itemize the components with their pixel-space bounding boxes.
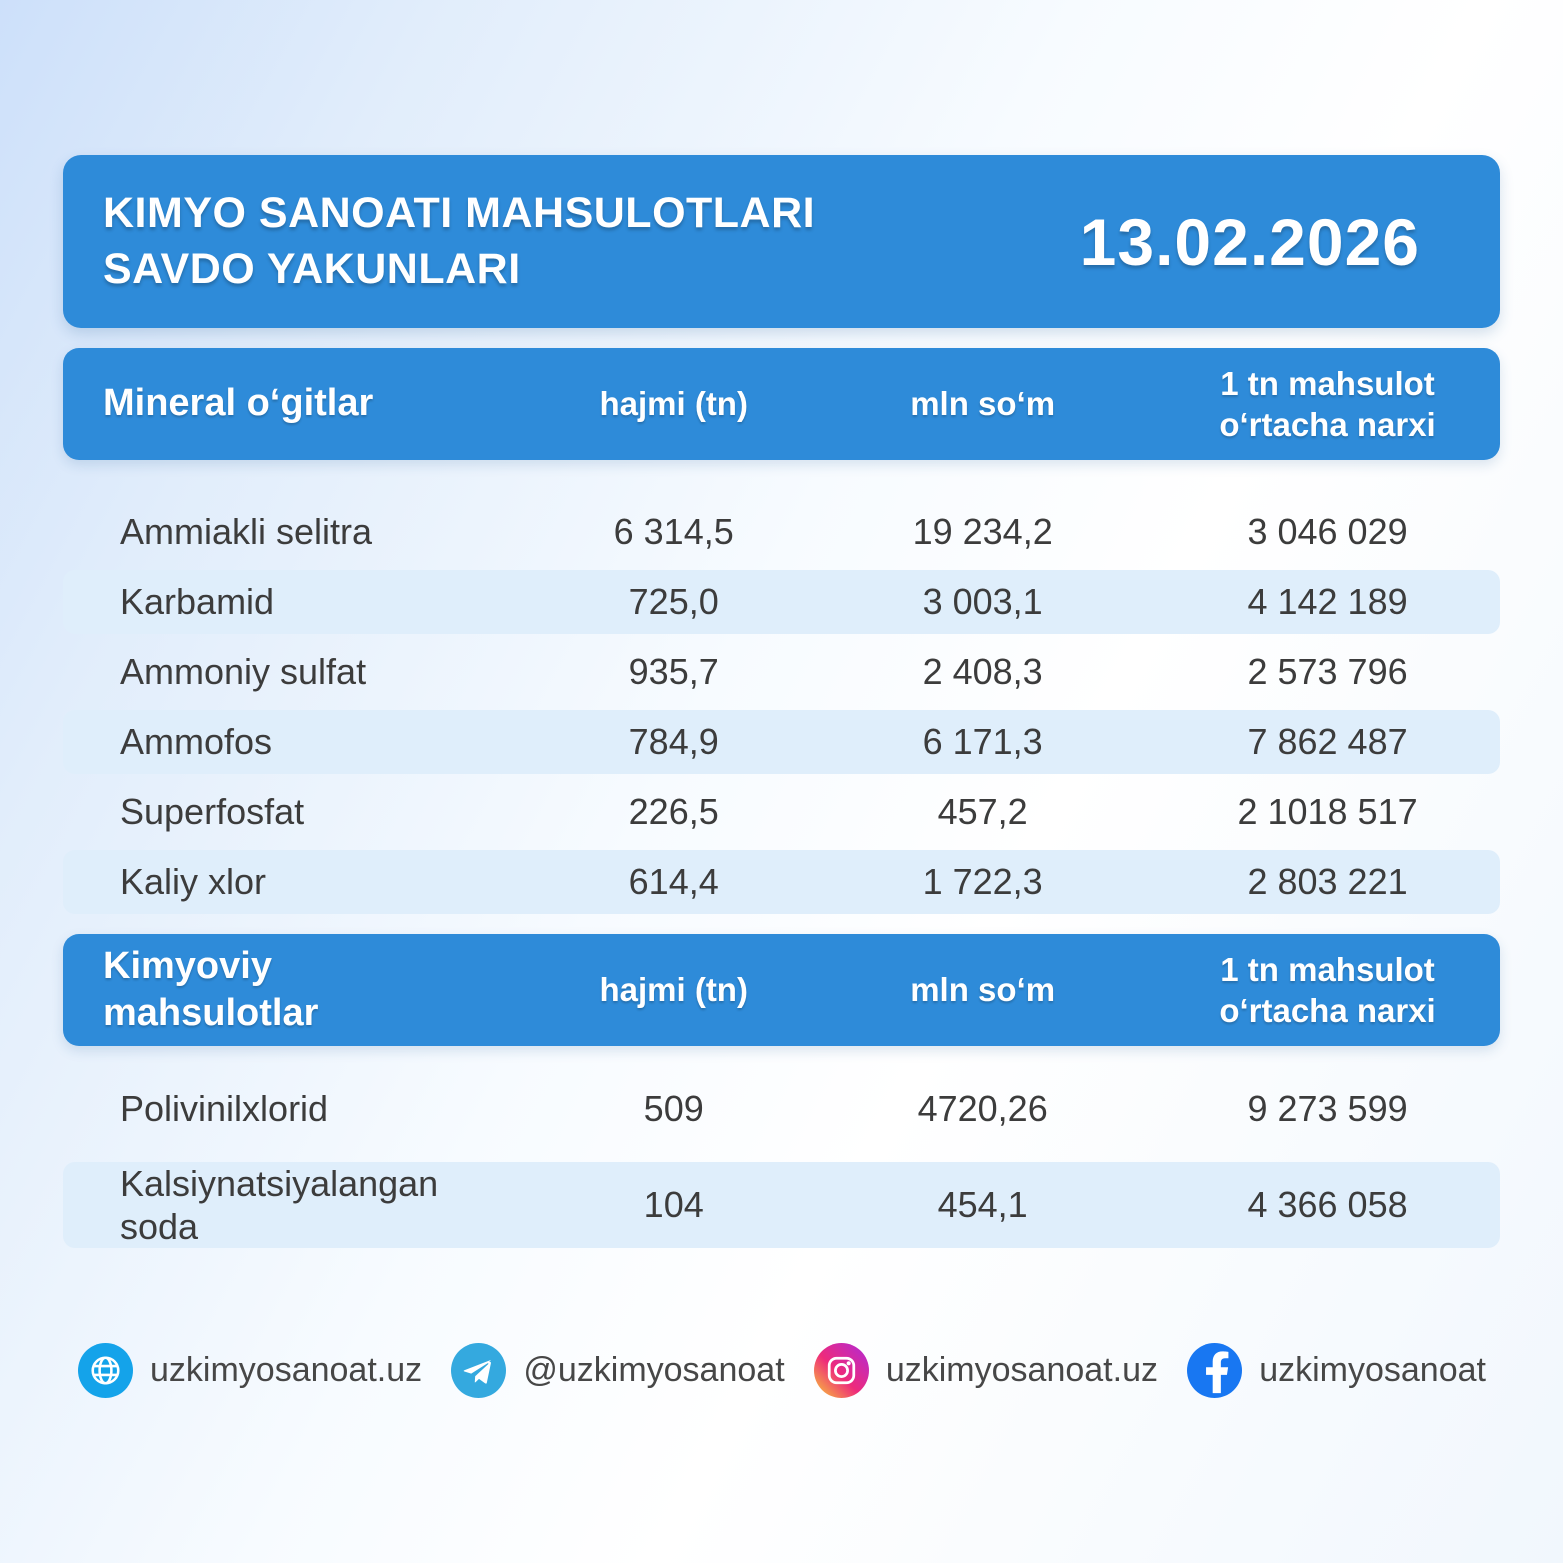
row-volume: 226,5 (628, 791, 719, 832)
row-amount: 2 408,3 (922, 651, 1043, 692)
column-header-volume: hajmi (tn) (599, 971, 748, 1009)
row-product-name: Polivinilxlorid (120, 1088, 329, 1130)
column-header-avg-price: 1 tn mahsulot oʻrtacha narxi (1219, 364, 1436, 443)
instagram-handle: uzkimyosanoat.uz (885, 1351, 1158, 1389)
table-row (63, 710, 1500, 774)
content-area (63, 155, 1500, 1398)
row-amount: 3 003,1 (922, 581, 1043, 622)
chemical-table-header (63, 934, 1500, 1046)
row-volume: 935,7 (628, 651, 719, 692)
row-volume: 509 (643, 1088, 704, 1129)
row-price: 9 273 599 (1247, 1088, 1408, 1129)
table-row (63, 570, 1500, 634)
row-product-name: Ammofos (120, 721, 273, 762)
column-header-volume: hajmi (tn) (599, 385, 748, 423)
table-row (63, 780, 1500, 844)
instagram-link (814, 1343, 1158, 1398)
row-price: 3 046 029 (1247, 511, 1408, 552)
facebook-link (1187, 1343, 1486, 1398)
column-header-amount: mln soʻm (910, 385, 1056, 423)
page-title (103, 186, 815, 298)
column-header-mineral-products: Mineral oʻgitlar (103, 382, 374, 425)
telegram-icon (451, 1343, 506, 1398)
row-volume: 614,4 (628, 861, 719, 902)
mineral-table-rows (63, 500, 1500, 914)
header-banner (63, 155, 1500, 328)
facebook-handle: uzkimyosanoat (1259, 1351, 1486, 1389)
row-product-name: Kaliy xlor (120, 861, 267, 902)
row-volume: 784,9 (628, 721, 719, 762)
footer-social-bar (63, 1343, 1500, 1398)
row-product-name: Superfosfat (120, 791, 305, 832)
row-volume: 725,0 (628, 581, 719, 622)
table-row (63, 850, 1500, 914)
telegram-link (451, 1343, 784, 1398)
mineral-table-header (63, 348, 1500, 460)
column-header-avg-price: 1 tn mahsulot oʻrtacha narxi (1219, 950, 1436, 1029)
row-volume: 104 (643, 1184, 704, 1226)
column-header-chemical-products: Kimyoviy mahsulotlar (103, 944, 319, 1034)
row-product-name: Ammiakli selitra (120, 511, 373, 552)
page-title-line1: KIMYO SANOATI MAHSULOTLARI (103, 188, 816, 237)
column-header-amount: mln soʻm (910, 971, 1056, 1009)
website-link (78, 1343, 422, 1398)
page-title-line2: SAVDO YAKUNLARI (103, 244, 521, 293)
telegram-handle: @uzkimyosanoat (523, 1351, 785, 1389)
row-product-name: Kalsiynatsiyalangan soda (120, 1163, 439, 1248)
row-amount: 19 234,2 (912, 511, 1053, 552)
instagram-icon (814, 1343, 869, 1398)
facebook-icon (1187, 1343, 1242, 1398)
row-amount: 4720,26 (917, 1088, 1048, 1129)
row-product-name: Ammoniy sulfat (120, 651, 367, 692)
globe-icon (78, 1343, 133, 1398)
table-row (63, 1162, 1500, 1248)
row-amount: 457,2 (937, 791, 1028, 832)
table-row (63, 500, 1500, 564)
table-row (63, 1070, 1500, 1148)
website-handle: uzkimyosanoat.uz (150, 1351, 423, 1389)
table-row (63, 640, 1500, 704)
row-price: 7 862 487 (1247, 721, 1408, 762)
chemical-table-rows (63, 1070, 1500, 1248)
row-price: 4 366 058 (1247, 1184, 1408, 1226)
row-amount: 1 722,3 (922, 861, 1043, 902)
row-volume: 6 314,5 (613, 511, 734, 552)
report-date: 13.02.2026 (1079, 204, 1420, 279)
row-amount: 454,1 (937, 1184, 1028, 1226)
row-product-name: Karbamid (120, 581, 275, 622)
row-amount: 6 171,3 (922, 721, 1043, 762)
row-price: 4 142 189 (1247, 581, 1408, 622)
row-price: 2 573 796 (1247, 651, 1408, 692)
row-price: 2 1018 517 (1237, 791, 1418, 832)
row-price: 2 803 221 (1247, 861, 1408, 902)
